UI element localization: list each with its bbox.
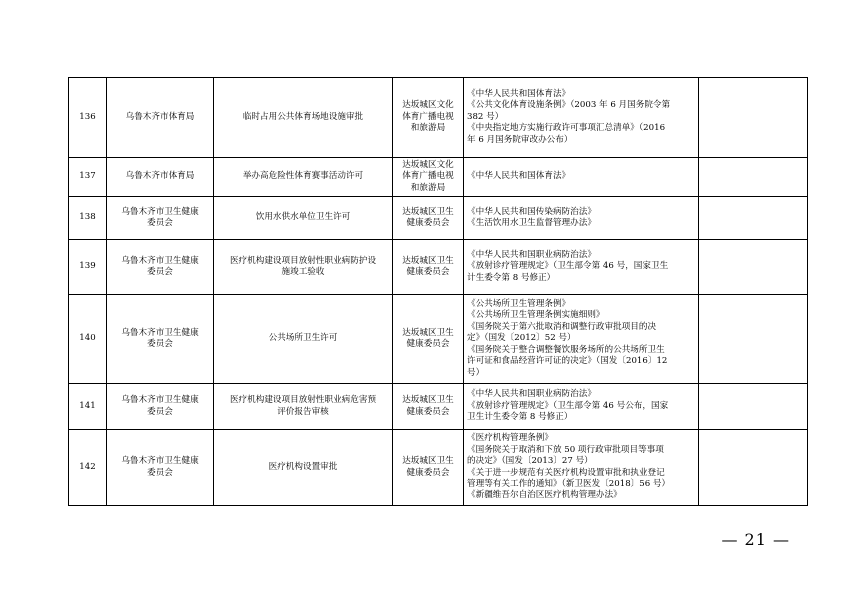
legal-basis-cell [464, 295, 699, 384]
row-number-cell: 137 [69, 158, 107, 197]
table-row [69, 240, 808, 295]
executing-agency-cell-line: 健康委员会 [406, 467, 450, 478]
row-number-cell: 142 [69, 430, 107, 506]
item-name-cell-line: 医疗机构设置审批 [268, 461, 338, 472]
legal-basis-cell [464, 240, 699, 295]
legal-basis-cell-line: 《公共场所卫生管理条例》 [467, 299, 571, 310]
legal-basis-cell-line: 《国务院关于整合调整餐饮服务场所的公共场所卫生 [467, 344, 665, 355]
legal-basis-cell-line: 许可证和食品经营许可证的决定》（国发〔2016〕12 [467, 356, 668, 367]
row-number-cell: 138 [69, 197, 107, 240]
item-name-cell [214, 158, 393, 197]
item-name-cell [214, 78, 393, 158]
executing-agency-cell-line: 达坂城区卫生 [402, 327, 454, 338]
department-cell [107, 197, 214, 240]
legal-basis-cell-line: 管理等有关工作的通知》（新卫医发〔2018〕56 号） [467, 478, 671, 489]
legal-basis-cell-line: 计生委令第 8 号修正） [467, 272, 556, 283]
remarks-cell [699, 430, 808, 506]
department-cell-line: 委员会 [147, 218, 173, 228]
item-name-cell-line: 医疗机构建设项目放射性职业病防护设 [229, 255, 377, 266]
legal-basis-cell-line: 《中央指定地方实施行政许可事项汇总清单》（2016 [467, 123, 666, 134]
department-cell-line: 乌鲁木齐市体育局 [125, 111, 195, 122]
legal-basis-cell-line: 382 号） [467, 111, 504, 122]
executing-agency-cell-line: 健康委员会 [406, 406, 450, 417]
executing-agency-cell-line: 达坂城区卫生 [402, 206, 454, 217]
permission-table [68, 77, 808, 506]
item-name-cell-line: 施竣工验收 [281, 267, 325, 277]
executing-agency-cell-line: 达坂城区文化 [402, 100, 454, 111]
row-number-cell: 141 [69, 384, 107, 430]
executing-agency-cell-line: 体育广播电视 [402, 171, 454, 182]
department-cell-line: 乌鲁木齐市卫生健康 [121, 327, 199, 338]
department-cell [107, 430, 214, 506]
department-cell-line: 乌鲁木齐市卫生健康 [121, 456, 199, 467]
executing-agency-cell-line: 健康委员会 [406, 267, 450, 277]
department-cell-line: 乌鲁木齐市卫生健康 [121, 206, 199, 217]
item-name-cell-line: 公共场所卫生许可 [268, 333, 338, 344]
table-row [69, 158, 808, 197]
executing-agency-cell-line: 体育广播电视 [402, 111, 454, 122]
department-cell-line: 乌鲁木齐市卫生健康 [121, 395, 199, 406]
item-name-cell-line: 医疗机构建设项目放射性职业病危害预 [229, 395, 377, 406]
executing-agency-cell-line: 和旅游局 [410, 182, 446, 193]
legal-basis-cell-line: 《医疗机构管理条例》 [467, 433, 553, 444]
department-cell-line: 乌鲁木齐市体育局 [125, 171, 195, 182]
remarks-cell [699, 158, 808, 197]
executing-agency-cell-line: 和旅游局 [410, 123, 446, 134]
legal-basis-cell-line: 《中华人民共和国职业病防治法》 [467, 389, 596, 400]
legal-basis-cell-line: 《放射诊疗管理规定》（卫生部令第 46 号，国家卫生 [467, 261, 669, 272]
department-cell [107, 78, 214, 158]
legal-basis-cell-line: 《关于进一步规范有关医疗机构设置审批和执业登记 [467, 467, 665, 478]
department-cell-line: 委员会 [147, 406, 173, 417]
legal-basis-cell-line: 号） [467, 367, 485, 378]
legal-basis-cell [464, 197, 699, 240]
legal-basis-cell-line: 《新疆维吾尔自治区医疗机构管理办法》 [467, 490, 622, 501]
department-cell-line: 乌鲁木齐市卫生健康 [121, 255, 199, 266]
remarks-cell [699, 384, 808, 430]
executing-agency-cell [393, 430, 464, 506]
table-row [69, 78, 808, 158]
legal-basis-cell-line: 《国务院关于取消和下放 50 项行政审批项目等事项 [467, 444, 664, 455]
legal-basis-cell-line: 的决定》（国发〔2013〕27 号） [467, 456, 593, 467]
item-name-cell-line: 举办高危险性体育赛事活动许可 [242, 171, 364, 182]
table-row [69, 430, 808, 506]
item-name-cell [214, 295, 393, 384]
legal-basis-cell-line: 定》（国发〔2012〕52 号） [467, 333, 576, 344]
row-number-cell: 140 [69, 295, 107, 384]
table-row [69, 384, 808, 430]
remarks-cell [699, 78, 808, 158]
remarks-cell [699, 240, 808, 295]
page-number: — 21 — [721, 530, 790, 549]
legal-basis-cell-line: 《公共文化体育设施条例》（2003 年 6 月国务院令第 [467, 100, 671, 111]
legal-basis-cell-line: 《中华人民共和国传染病防治法》 [467, 206, 596, 217]
executing-agency-cell-line: 达坂城区卫生 [402, 456, 454, 467]
legal-basis-cell-line: 《放射诊疗管理规定》（卫生部令第 46 号公布，国家 [467, 400, 669, 411]
item-name-cell [214, 240, 393, 295]
legal-basis-cell-line: 《中华人民共和国体育法》 [467, 88, 571, 99]
department-cell [107, 158, 214, 197]
legal-basis-cell-line: 《中华人民共和国体育法》 [467, 171, 571, 182]
row-number-cell: 136 [69, 78, 107, 158]
executing-agency-cell-line: 健康委员会 [406, 218, 450, 228]
department-cell [107, 384, 214, 430]
executing-agency-cell [393, 158, 464, 197]
department-cell [107, 240, 214, 295]
department-cell [107, 295, 214, 384]
remarks-cell [699, 295, 808, 384]
department-cell-line: 委员会 [147, 339, 173, 349]
department-cell-line: 委员会 [147, 467, 173, 478]
executing-agency-cell [393, 78, 464, 158]
legal-basis-cell [464, 78, 699, 158]
row-number-cell: 139 [69, 240, 107, 295]
table-row [69, 295, 808, 384]
table-body [69, 78, 808, 506]
department-cell-line: 委员会 [147, 267, 173, 277]
table-row [69, 197, 808, 240]
legal-basis-cell-line: 卫生计生委令第 8 号修正） [467, 412, 573, 423]
item-name-cell-line: 饮用水供水单位卫生许可 [255, 212, 351, 223]
executing-agency-cell [393, 295, 464, 384]
executing-agency-cell [393, 197, 464, 240]
legal-basis-cell-line: 《公共场所卫生管理条例实施细则》 [467, 310, 605, 321]
executing-agency-cell-line: 达坂城区卫生 [402, 255, 454, 266]
item-name-cell [214, 430, 393, 506]
item-name-cell [214, 384, 393, 430]
executing-agency-cell-line: 健康委员会 [406, 339, 450, 349]
executing-agency-cell-line: 达坂城区文化 [402, 159, 454, 170]
executing-agency-cell [393, 240, 464, 295]
executing-agency-cell-line: 达坂城区卫生 [402, 395, 454, 406]
legal-basis-cell-line: 《中华人民共和国职业病防治法》 [467, 249, 596, 260]
executing-agency-cell [393, 384, 464, 430]
remarks-cell [699, 197, 808, 240]
legal-basis-cell-line: 《国务院关于第六批取消和调整行政审批项目的决 [467, 321, 657, 332]
item-name-cell-line: 临时占用公共体育场地设施审批 [242, 111, 364, 122]
item-name-cell-line: 评价报告审核 [277, 406, 329, 417]
legal-basis-cell [464, 430, 699, 506]
legal-basis-cell [464, 384, 699, 430]
legal-basis-cell-line: 《生活饮用水卫生监督管理办法》 [467, 218, 596, 228]
item-name-cell [214, 197, 393, 240]
legal-basis-cell [464, 158, 699, 197]
legal-basis-cell-line: 年 6 月国务院审改办公布） [467, 134, 573, 145]
